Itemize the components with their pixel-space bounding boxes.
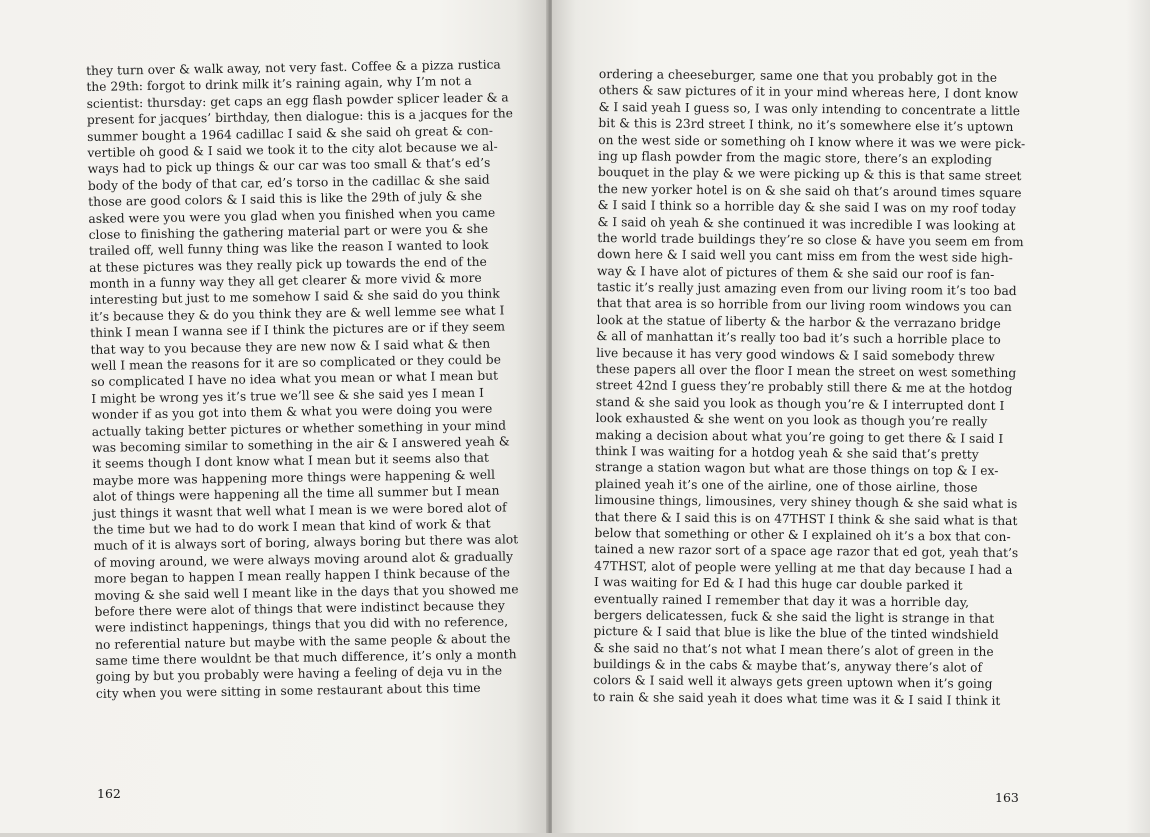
text-line: ordering a cheeseburger, same one that you probably got in the — [598, 66, 998, 85]
text-line: the world trade buildings they’re so close & have you seem em from — [597, 230, 1024, 249]
text-line: 47THST, alot of people were yelling at me that day because I had a — [594, 558, 1013, 577]
text-line: bergers delicatessen, fuck & she said the light is strange in that — [593, 607, 995, 626]
text-line: just things it wasnt that well what I mean is we were bored alot of — [92, 499, 507, 521]
text-line: alot of things were happening all the time all summer but I mean — [92, 483, 500, 505]
text-line: close to finishing the gathering material part or were you & she — [88, 221, 489, 242]
text-line: live because it has very good windows & I said somebody threw — [596, 345, 995, 364]
text-line: ing up flash powder from the magic store, there’s an exploding — [598, 148, 993, 167]
text-line: eventually rained I remember that day it was a horrible day, — [593, 591, 970, 610]
text-line: asked were you were you glad when you finished when you came — [88, 205, 496, 226]
left-page-number: 162 — [97, 786, 121, 801]
text-line: the new yorker hotel is on & she said oh that’s around times square — [597, 181, 1022, 200]
right-page-text — [593, 66, 1026, 709]
text-line: wonder if as you got into them & what you were doing you were — [91, 401, 493, 423]
text-line: think I mean I wanna see if I think the pictures are or if they seem — [90, 319, 506, 341]
text-line: trailed off, well funny thing was like the reason I wanted to look — [88, 237, 489, 259]
right-page — [552, 0, 1150, 837]
text-line: no referential nature but maybe with the same people & about the — [95, 631, 511, 652]
text-line: look at the statue of liberty & the harbor & the verrazano bridge — [596, 312, 1001, 331]
right-page-number: 163 — [995, 790, 1019, 805]
text-line: that way to you because they are new now & I said what & then — [90, 336, 491, 357]
text-line: much of it is always sort of boring, always boring but there was alot — [93, 532, 519, 554]
text-line: it’s because they & do you think they are & well lemme see what I — [89, 303, 505, 324]
text-line: they turn over & walk away, not very fast. Coffee & a pizza rustica — [86, 57, 501, 78]
text-line: those are good colors & I said this is like the 29th of july & she — [88, 188, 483, 210]
text-line: bouquet in the play & we were picking up & this is that same street — [597, 165, 1022, 184]
text-line: it seems though I dont know what I mean but it seems also that — [92, 451, 490, 472]
text-line: plained yeah it’s one of the airline, one of those airline, those — [594, 476, 978, 495]
text-line: picture & I said that blue is like the blue of the tinted windshield — [593, 624, 999, 643]
text-line: vertible oh good & I said we took it to the city alot because we al- — [87, 139, 498, 160]
text-line: making a decision about what you’re going to get there & I said I — [595, 427, 1004, 446]
text-line: limousine things, limousines, very shiney though & she said what is — [594, 493, 1018, 512]
text-line: bit & this is 23rd street I think, no it’s somewhere else it’s uptown — [598, 116, 1014, 135]
text-line: & I said oh yeah & she continued it was incredible I was looking at — [597, 214, 1016, 233]
text-line: were indistinct happenings, things that you did with no reference, — [94, 614, 509, 636]
text-line: the time but we had to do work I mean that kind of work & that — [93, 516, 491, 537]
text-line: maybe more was happening more things were happening & well — [92, 467, 496, 488]
text-line: & all of manhattan it’s really too bad it’s such a horrible place to — [596, 329, 1001, 348]
text-line: to rain & she said yeah it does what time was it & I said I think it — [592, 689, 1001, 708]
text-line: month in a funny way they all get clearer & more vivid & more — [89, 270, 482, 292]
text-line: down here & I said well you cant miss em from the west side high- — [597, 247, 1013, 266]
text-line: look exhausted & she went on you look as though you’re really — [595, 411, 988, 429]
text-line: ways had to pick up things & our car was too small & that’s ed’s — [87, 156, 491, 177]
text-line: body of the body of that car, ed’s torso in the cadillac & she said — [87, 172, 490, 193]
text-line: well I mean the reasons for it are so complicated or they could be — [90, 352, 502, 373]
text-line: same time there wouldnt be that much difference, it’s only a month — [95, 647, 517, 668]
text-line: was becoming similar to something in the air & I answered yeah & — [91, 434, 510, 455]
text-line: before there were alot of things that were indistinct because they — [94, 598, 506, 619]
text-line: going by but you probably were having a feeling of deja vu in the — [95, 663, 503, 685]
text-line: that that area is so horrible from our living room windows you can — [596, 296, 1012, 315]
text-line: way & I have alot of pictures of them & she said our roof is fan- — [596, 263, 995, 282]
text-line: city when you were sitting in some restaurant about this time — [95, 680, 481, 701]
text-line: colors & I said well it always gets green uptown when it’s going — [593, 673, 993, 692]
text-line: think I was waiting for a hotdog yeah & she said that’s pretty — [595, 443, 979, 462]
text-line: the 29th: forgot to drink milk it’s raining again, why I’m not a — [86, 74, 472, 95]
text-line: strange a station wagon but what are those things on top & I ex- — [595, 460, 999, 479]
text-line: more began to happen I mean really happen I think because of the — [93, 565, 511, 587]
text-line: buildings & in the cabs & maybe that’s, anyway there’s alot of — [593, 657, 983, 675]
text-line: on the west side or something oh I know where it was we were pick- — [598, 132, 1026, 151]
text-line: tastic it’s really just amazing even from our living room it’s too bad — [596, 280, 1017, 299]
text-line: I might be wrong yes it’s true we’ll see & she said yes I mean I — [91, 385, 485, 406]
text-line: others & saw pictures of it in your mind whereas here, I dont know — [598, 83, 1019, 102]
text-line: present for jacques’ birthday, then dialogue: this is a jacques for the — [86, 106, 514, 128]
text-line: summer bought a 1964 cadillac I said & she said oh great & con- — [87, 123, 494, 144]
text-line: of moving around, we were always moving around alot & gradually — [93, 549, 514, 570]
text-line: tained a new razor sort of a space age razor that ed got, yeah that’s — [594, 542, 1019, 561]
text-line: below that something or other & I explained oh it’s a box that con- — [594, 525, 1011, 544]
text-line: interesting but just to me somehow I said & she said do you think — [89, 286, 500, 308]
text-line: these papers all over the floor I mean the street on west something — [596, 362, 1017, 381]
text-line: & I said yeah I guess so, I was only intending to concentrate a little — [598, 99, 1021, 118]
text-line: actually taking better pictures or whether something in your mind — [91, 418, 507, 439]
text-line: scientist: thursday: get caps an egg flash powder splicer leader & a — [86, 90, 509, 111]
book-bottom-edge — [0, 833, 1150, 837]
left-page-text — [86, 56, 522, 702]
text-line: at these pictures was they really pick up towards the end of the — [89, 254, 487, 275]
text-line: I was waiting for Ed & I had this huge car double parked it — [593, 575, 963, 593]
text-line: moving & she said well I meant like in the days that you showed me — [94, 581, 519, 603]
text-line: & she said no that’s not what I mean there’s alot of green in the — [593, 640, 994, 659]
text-line: stand & she said you look as though you’re & I interrupted dont I — [595, 394, 1005, 413]
text-line: that there & I said this is on 47THST I think & she said what is that — [594, 509, 1018, 528]
text-line: so complicated I have no idea what you mean or what I mean but — [90, 368, 499, 390]
text-line: & I said I think so a horrible day & she said I was on my roof today — [597, 198, 1016, 217]
text-line: street 42nd I guess they’re probably still there & me at the hotdog — [595, 378, 1013, 397]
left-page — [0, 0, 548, 837]
